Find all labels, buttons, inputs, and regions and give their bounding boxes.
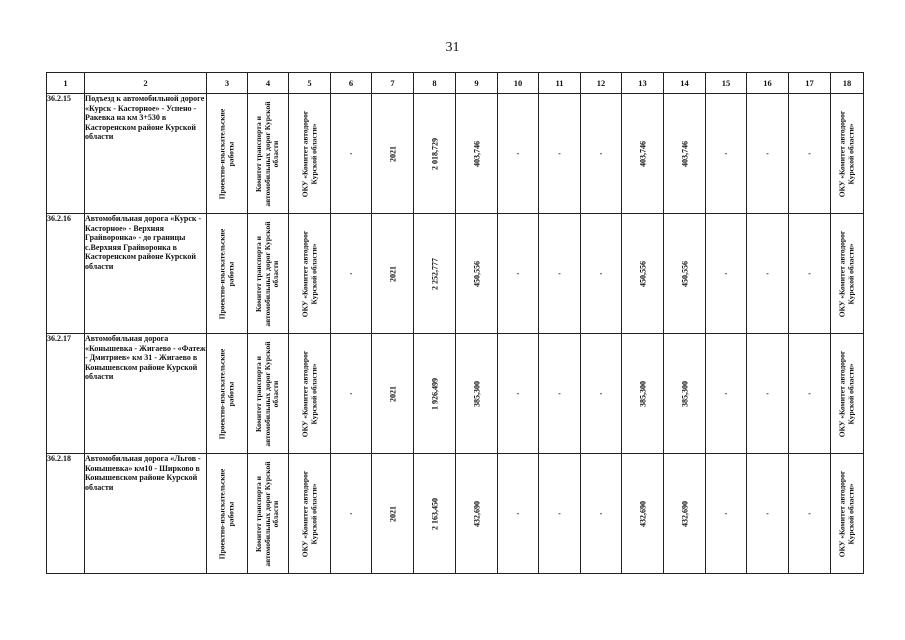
col-12-value: - [599,508,603,518]
executor-cell [289,94,331,214]
executor: ОКУ «Комитет автодорог Курской области» [299,350,318,437]
col-11-value: - [558,148,561,158]
column-header-3: 3 [207,73,248,94]
work-type: Проектно-изыскательские работы [217,468,235,559]
col-10-value: - [516,508,520,518]
col-6-value-cell [331,334,372,454]
executor-cell [289,454,331,574]
col-13-value: 450,556 [637,260,647,287]
col-6-value: - [349,148,353,158]
row-code: 36.2.16 [47,214,85,334]
year: 2021 [387,265,397,282]
work-type-cell [207,94,248,214]
year: 2021 [387,505,397,522]
col-14-value-cell [664,334,706,454]
organization: ОКУ «Комитет автодорог Курской области» [837,230,855,317]
col-12-value-cell [581,454,622,574]
year-cell [372,94,414,214]
col-9-value: 385,300 [471,380,481,407]
road-name: Автомобильная дорога «Конышевка - Жигаево - «Фатеж - Дмитриев» км 31 - Жигаево в Конышевском районе Курской области [85,334,207,454]
column-header-2: 2 [85,73,207,94]
column-header-11: 11 [539,73,581,94]
column-header-18: 18 [831,73,864,94]
col-16-value: - [766,148,769,158]
table-row [47,94,864,214]
column-header-4: 4 [248,73,289,94]
total-cost-cell [414,454,456,574]
col-9-value: 450,556 [471,260,481,287]
col-15-value-cell [706,214,747,334]
col-13-value-cell [622,94,664,214]
col-9-value-cell [456,334,498,454]
organization: ОКУ «Комитет автодорог Курской области» [837,110,855,197]
col-13-value: 403,746 [637,140,647,167]
col-9-value: 432,690 [471,500,481,527]
col-16-value-cell [747,94,789,214]
col-17-value: - [808,508,811,518]
col-17-value: - [808,268,811,278]
organization-cell [831,214,864,334]
column-header-12: 12 [581,73,622,94]
executor-cell [289,334,331,454]
column-header-9: 9 [456,73,498,94]
table-row [47,454,864,574]
col-13-value-cell [622,214,664,334]
column-header-17: 17 [789,73,831,94]
col-11-value-cell [539,454,581,574]
header-row [47,73,864,94]
year-cell [372,334,414,454]
customer-cell [248,214,289,334]
col-16-value: - [766,268,769,278]
col-6-value: - [349,268,353,278]
col-17-value-cell [789,214,831,334]
col-11-value-cell [539,214,581,334]
col-16-value: - [766,508,769,518]
col-17-value: - [808,388,811,398]
year: 2021 [387,145,397,162]
col-6-value-cell [331,94,372,214]
executor: ОКУ «Комитет автодорог Курской области» [299,470,318,557]
table-row [47,334,864,454]
customer: Комитет транспорта и автомобильных дорог Курской области [254,340,281,447]
col-6-value-cell [331,454,372,574]
work-type-cell [207,334,248,454]
total-cost-cell [414,94,456,214]
column-header-14: 14 [664,73,706,94]
col-12-value: - [599,388,603,398]
year-cell [372,454,414,574]
col-13-value: 385,300 [637,380,647,407]
col-12-value-cell [581,334,622,454]
col-10-value-cell [498,214,539,334]
col-10-value-cell [498,334,539,454]
col-14-value-cell [664,94,706,214]
customer-cell [248,454,289,574]
col-15-value-cell [706,334,747,454]
col-14-value: 403,746 [679,140,689,167]
road-name: Подъезд к автомобильной дороге «Курск - Касторное» - Успено - Ракевка на км 3+530 в Касторенском районе Курской области [85,94,207,214]
col-9-value: 403,746 [471,140,481,167]
column-header-5: 5 [289,73,331,94]
col-17-value-cell [789,334,831,454]
col-14-value: 385,300 [679,380,689,407]
column-header-1: 1 [47,73,85,94]
column-header-6: 6 [331,73,372,94]
customer-cell [248,94,289,214]
organization-cell [831,94,864,214]
column-header-10: 10 [498,73,539,94]
col-10-value-cell [498,454,539,574]
col-14-value: 432,690 [679,500,689,527]
col-14-value: 450,556 [679,260,689,287]
col-14-value-cell [664,214,706,334]
row-code: 36.2.15 [47,94,85,214]
year: 2021 [387,385,397,402]
col-12-value: - [599,148,603,158]
col-9-value-cell [456,94,498,214]
work-type-cell [207,454,248,574]
col-10-value: - [516,388,520,398]
col-11-value: - [558,388,561,398]
total-cost: 2 163,450 [429,497,439,530]
column-header-16: 16 [747,73,789,94]
column-header-7: 7 [372,73,414,94]
organization-cell [831,454,864,574]
col-17-value-cell [789,94,831,214]
column-header-13: 13 [622,73,664,94]
col-17-value-cell [789,454,831,574]
total-cost-cell [414,334,456,454]
col-12-value: - [599,268,603,278]
col-15-value-cell [706,94,747,214]
work-type: Проектно-изыскательские работы [217,228,235,319]
road-name: Автомобильная дорога «Курск - Касторное» - Верхняя Грайворонка» - до границы с.Верхняя Грайворонка в Касторенском районе Курской области [85,214,207,334]
col-13-value-cell [622,334,664,454]
customer-cell [248,334,289,454]
work-type: Проектно-изыскательские работы [217,348,235,439]
col-15-value: - [724,148,728,158]
col-16-value-cell [747,214,789,334]
column-header-8: 8 [414,73,456,94]
col-13-value: 432,690 [637,500,647,527]
col-16-value-cell [747,334,789,454]
col-11-value: - [558,508,561,518]
total-cost: 2 252,777 [429,257,439,290]
year-cell [372,214,414,334]
col-15-value-cell [706,454,747,574]
col-6-value: - [349,508,353,518]
customer: Комитет транспорта и автомобильных дорог Курской области [254,220,281,327]
work-type-cell [207,214,248,334]
executor: ОКУ «Комитет автодорог Курской области» [299,110,318,197]
col-10-value: - [516,268,520,278]
col-10-value-cell [498,94,539,214]
col-15-value: - [724,508,728,518]
total-cost: 1 926,499 [429,377,439,410]
customer: Комитет транспорта и автомобильных дорог Курской области [254,460,281,567]
col-6-value: - [349,388,353,398]
row-code: 36.2.17 [47,334,85,454]
col-15-value: - [724,388,728,398]
organization-cell [831,334,864,454]
col-14-value-cell [664,454,706,574]
executor: ОКУ «Комитет автодорог Курской области» [299,230,318,317]
page-number: 31 [445,40,460,55]
col-11-value-cell [539,334,581,454]
organization: ОКУ «Комитет автодорог Курской области» [837,470,855,557]
col-16-value: - [766,388,769,398]
col-10-value: - [516,148,520,158]
col-9-value-cell [456,214,498,334]
col-11-value: - [558,268,561,278]
table-row [47,214,864,334]
col-11-value-cell [539,94,581,214]
total-cost: 2 018,729 [429,137,439,170]
customer: Комитет транспорта и автомобильных дорог Курской области [254,100,281,207]
total-cost-cell [414,214,456,334]
program-table [46,72,864,574]
executor-cell [289,214,331,334]
col-9-value-cell [456,454,498,574]
organization: ОКУ «Комитет автодорог Курской области» [837,350,855,437]
col-13-value-cell [622,454,664,574]
road-name: Автомобильная дорога «Льгов - Конышевка» км10 - Ширково в Конышевском районе Курской области [85,454,207,574]
row-code: 36.2.18 [47,454,85,574]
column-header-15: 15 [706,73,747,94]
col-12-value-cell [581,214,622,334]
col-15-value: - [724,268,728,278]
work-type: Проектно-изыскательские работы [217,108,235,199]
col-16-value-cell [747,454,789,574]
col-12-value-cell [581,94,622,214]
col-17-value: - [808,148,811,158]
col-6-value-cell [331,214,372,334]
